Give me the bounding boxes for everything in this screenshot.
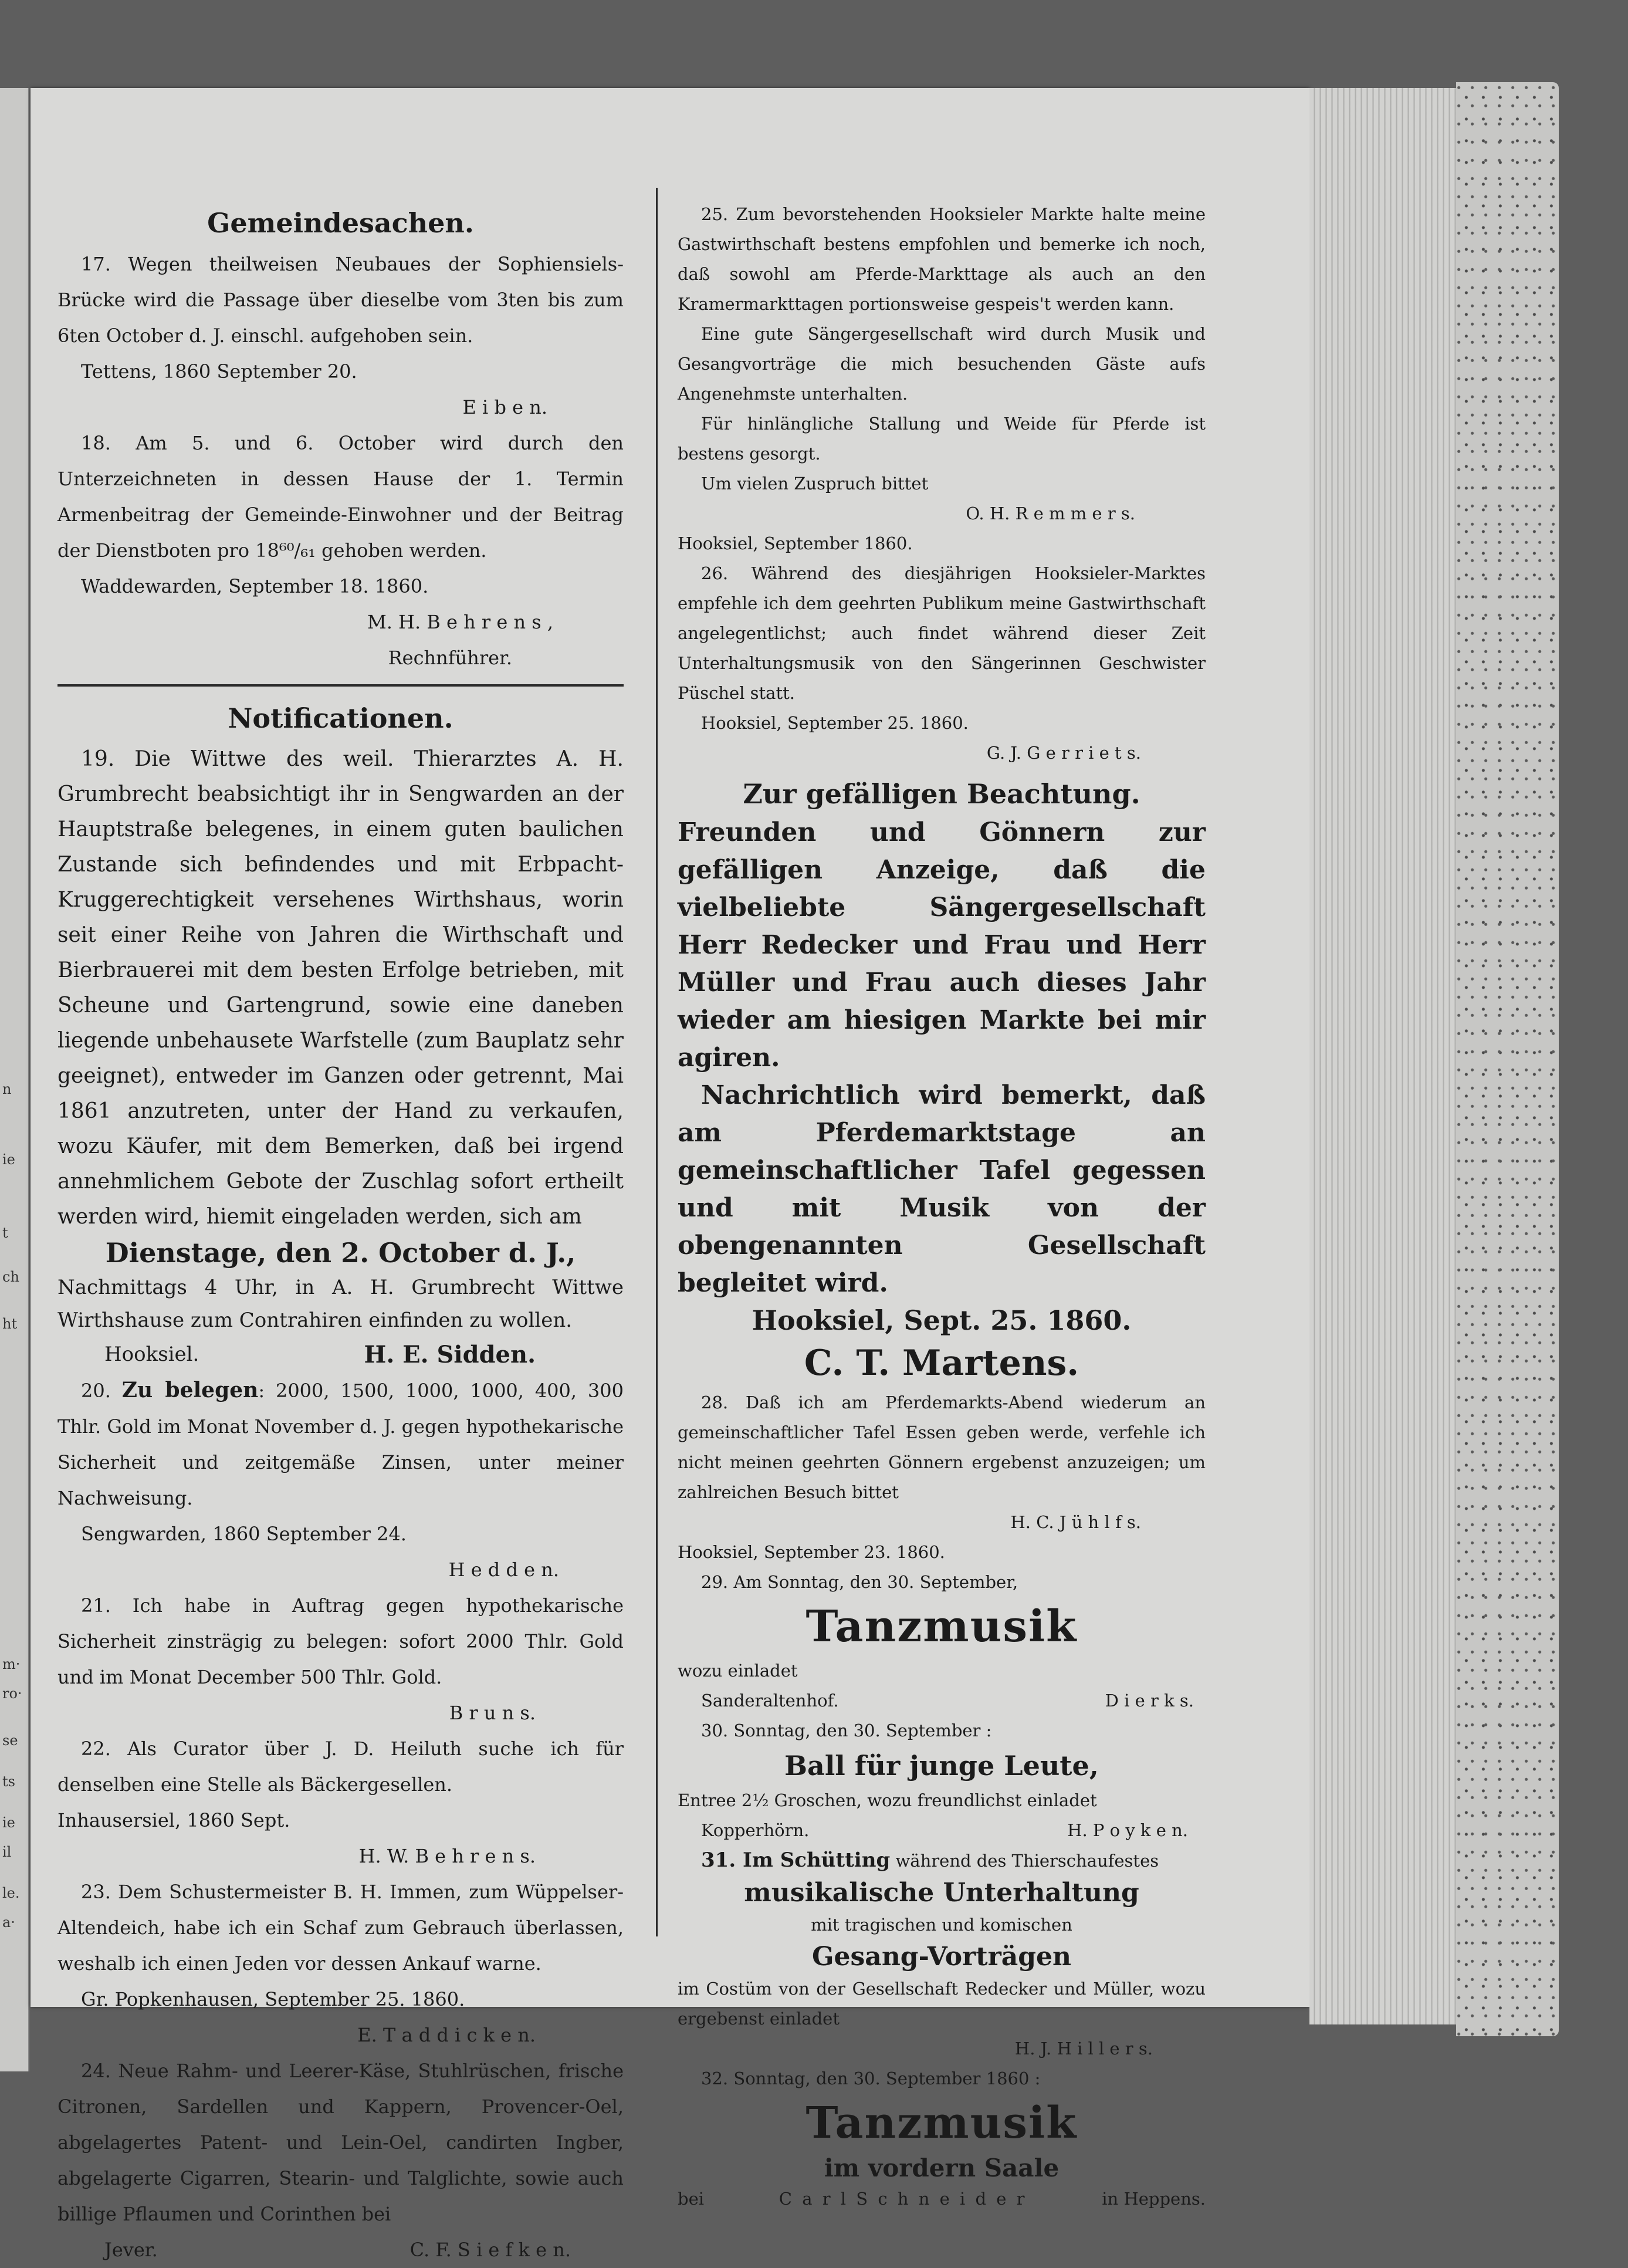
notice-23-signature: E. T a d d i c k e n. xyxy=(357,2024,536,2046)
margin-fragment: m· xyxy=(2,1656,21,1672)
notice-30-entry: Entree 2½ Groschen, wozu freundlichst einladet xyxy=(678,1790,1097,1810)
notice-25-d: Um vielen Zuspruch bittet xyxy=(701,474,929,494)
section-divider xyxy=(57,684,624,687)
notice-19-date: Dienstage, den 2. October d. J., xyxy=(105,1237,576,1269)
notice-32: 32. Sonntag, den 30. September 1860 : xyxy=(701,2068,1041,2088)
notice-25-signature: O. H. R e m m e r s. xyxy=(966,503,1135,523)
notice-29-footer xyxy=(678,1686,1206,1716)
notice-17-signature: E i b e n. xyxy=(462,396,547,418)
notice-18-signature: M. H. B e h r e n s , xyxy=(367,611,553,633)
notice-23: 23. Dem Schustermeister B. H. Immen, zum Wüppelser-Altendeich, habe ich ein Schaf zum Gebrauch überlassen, weshalb ich einen Jeden vor dessen Ankauf warne. xyxy=(57,1881,624,1975)
notice-32-signature: C a r l S c h n e i d e r xyxy=(779,2189,1027,2209)
notice-21-signature: B r u n s. xyxy=(449,1702,536,1724)
notice-25-b: Eine gute Sängergesellschaft wird durch Musik und Gesangvorträge die mich besuchenden Gäste aufs Angenehmste unterhalten. xyxy=(678,324,1206,404)
notice-20 xyxy=(57,1373,624,1516)
book-page-edges xyxy=(1309,88,1456,2024)
notice-27-signature: C. T. Martens. xyxy=(804,1343,1079,1384)
notice-19-footer xyxy=(57,1337,624,1373)
notice-31-sub: mit tragischen und komischen xyxy=(811,1915,1072,1935)
notice-22-place: Inhausersiel, 1860 Sept. xyxy=(57,1809,290,1831)
notice-20-lead: Zu belegen xyxy=(121,1378,259,1402)
margin-fragment: ro· xyxy=(2,1685,22,1702)
notice-29-tanzmusik: Tanzmusik xyxy=(805,1601,1078,1652)
margin-fragment: a· xyxy=(2,1914,15,1931)
notice-24-signature: C. F. S i e f k e n. xyxy=(409,2239,571,2261)
notice-28-place: Hooksiel, September 23. 1860. xyxy=(678,1542,945,1562)
notice-31-lead: 31. Im Schütting xyxy=(701,1848,891,1872)
notice-31-signature: H. J. H i l l e r s. xyxy=(1014,2039,1153,2059)
notice-20-number: 20. xyxy=(81,1380,111,1402)
notice-31-heading: musikalische Unterhaltung xyxy=(744,1878,1139,1908)
notice-25: 25. Zum bevorstehenden Hooksieler Markte halte meine Gastwirthschaft bestens empfohlen und bemerke ich noch, daß sowohl am Pferde-Markttage als auch an den Kramermarkttagen portionsweise gespeis't werden kann. xyxy=(678,204,1206,314)
previous-page-edge xyxy=(0,88,29,2071)
notice-30-place: Kopperhörn. xyxy=(701,1820,810,1840)
notice-22: 22. Als Curator über J. D. Heiluth suche ich für denselben eine Stelle als Bäckergesellen. xyxy=(57,1738,624,1796)
notice-19-signature: H. E. Sidden. xyxy=(364,1341,536,1368)
notice-29: 29. Am Sonntag, den 30. September, xyxy=(701,1572,1018,1592)
notice-19-time: Nachmittags 4 Uhr, in A. H. Grumbrecht Wittwe Wirthshause zum Contrahiren einfinden zu wollen. xyxy=(57,1276,624,1332)
notice-28-signature: H. C. J ü h l f s. xyxy=(1010,1512,1141,1532)
margin-fragment: ie xyxy=(2,1814,15,1831)
notice-28: 28. Daß ich am Pferdemarkts-Abend wiederum an gemeinschaftlicher Tafel Essen geben werde, verfehle ich nicht meinen geehrten Gönnern ergebenst anzuzeigen; um zahlreichen Besuch bittet xyxy=(678,1392,1206,1502)
margin-fragment: se xyxy=(2,1732,18,1749)
notice-30-signature: H. P o y k e n. xyxy=(1067,1820,1188,1840)
notice-29-signature: D i e r k s. xyxy=(1105,1691,1194,1711)
notice-32-place: in Heppens. xyxy=(1102,2189,1206,2209)
notice-20-signature: H e d d e n. xyxy=(448,1559,559,1581)
notice-32-tanzmusik: Tanzmusik xyxy=(805,2098,1078,2148)
section-heading-notificationen: Notificationen. xyxy=(228,702,453,734)
notice-29-place: Sanderaltenhof. xyxy=(701,1691,839,1711)
notice-27-body2: Nachrichtlich wird bemerkt, daß am Pferdemarktstage an gemeinschaftlicher Tafel gegessen und mit Musik von der obengenannten Gesellschaft begleitet wird. xyxy=(678,1080,1206,1298)
notice-27-body: Freunden und Gönnern zur gefälligen Anzeige, daß die vielbeliebte Sängergesellschaft Herr Redecker und Frau und Herr Müller und Frau auch dieses Jahr wieder am hiesigen Markte bei mir agiren. xyxy=(678,817,1206,1073)
notice-26: 26. Während des diesjährigen Hooksieler-Marktes empfehle ich dem geehrten Publikum meine Gastwirthschaft angelegentlichst; auch findet während dieser Zeit Unterhaltungsmusik von den Sängerinnen Geschwister Püschel statt. xyxy=(678,563,1206,703)
notice-31 xyxy=(678,1846,1206,1876)
right-column xyxy=(678,200,1206,2214)
notice-24-footer xyxy=(57,2232,624,2268)
notice-32-sub: im vordern Saale xyxy=(824,2154,1060,2182)
notice-25-place: Hooksiel, September 1860. xyxy=(678,533,913,553)
notice-31-body: im Costüm von der Gesellschaft Redecker und Müller, wozu ergebenst einladet xyxy=(678,1979,1206,2029)
notice-17: 17. Wegen theilweisen Neubaues der Sophiensiels-Brücke wird die Passage über dieselbe vom 3ten bis zum 6ten October d. J. einschl. aufgehoben sein. xyxy=(57,253,624,347)
margin-fragment: t xyxy=(2,1225,8,1241)
notice-26-place: Hooksiel, September 25. 1860. xyxy=(701,713,969,733)
notice-18-role: Rechnführer. xyxy=(388,647,512,669)
margin-fragment: il xyxy=(2,1844,12,1860)
notice-18-place: Waddewarden, September 18. 1860. xyxy=(81,575,429,597)
notice-30-ball: Ball für junge Leute, xyxy=(784,1750,1099,1782)
margin-fragment: ts xyxy=(2,1773,15,1790)
section-heading-gemeindesachen: Gemeindesachen. xyxy=(207,207,474,239)
notice-30-footer xyxy=(678,1816,1206,1846)
notice-21: 21. Ich habe in Auftrag gegen hypothekarische Sicherheit zinsträgig zu belegen: sofort 2000 Thlr. Gold und im Monat December 500 Thlr. Gold. xyxy=(57,1594,624,1688)
notice-27-place: Hooksiel, Sept. 25. 1860. xyxy=(752,1304,1132,1336)
notice-31-rest: während des Thierschaufestes xyxy=(895,1851,1159,1871)
notice-17-place: Tettens, 1860 September 20. xyxy=(81,360,357,383)
margin-fragment: ie xyxy=(2,1151,15,1168)
notice-30: 30. Sonntag, den 30. September : xyxy=(701,1721,992,1740)
book-cover-edge xyxy=(1456,82,1559,2036)
notice-27-title: Zur gefälligen Beachtung. xyxy=(743,778,1140,810)
notice-18: 18. Am 5. und 6. October wird durch den Unterzeichneten in dessen Hause der 1. Termin Armenbeitrag der Gemeinde-Einwohner und der Beitrag der Dienstboten pro 18⁶⁰/₆₁ gehoben werden. xyxy=(57,432,624,562)
notice-26-signature: G. J. G e r r i e t s. xyxy=(986,743,1141,763)
margin-fragment: ch xyxy=(2,1269,19,1285)
notice-20-place: Sengwarden, 1860 September 24. xyxy=(81,1523,407,1545)
margin-fragment: ht xyxy=(2,1316,18,1332)
left-column xyxy=(57,200,624,2268)
column-divider xyxy=(656,188,658,1936)
notice-32-bei: bei xyxy=(678,2189,705,2209)
notice-29-invite: wozu einladet xyxy=(678,1661,798,1681)
notice-19: 19. Die Wittwe des weil. Thierarztes A. H. Grumbrecht beabsichtigt ihr in Sengwarden an der Hauptstraße belegenes, in einem guten baulichen Zustande sich befindendes und mit Erbpacht-Kruggerechtigkeit versehenes Wirthshaus, worin seit einer Reihe von Jahren die Wirthschaft und Bierbrauerei mit dem besten Erfolge betrieben, mit Scheune und Gartengrund, sowie eine daneben liegende unbehausete Warfstelle (zum Bauplatz sehr geeignet), entweder im Ganzen oder getrennt, Mai 1861 anzutreten, unter der Hand zu verkaufen, wozu Käufer, mit dem Bemerken, daß bei irgend annehmlichem Gebote der Zuschlag sofort ertheilt werden wird, hiemit eingeladen werden, sich am xyxy=(57,747,624,1229)
notice-23-place: Gr. Popkenhausen, September 25. 1860. xyxy=(81,1988,465,2010)
notice-19-place: Hooksiel. xyxy=(104,1343,199,1366)
notice-31-heading2: Gesang-Vorträgen xyxy=(811,1942,1072,1972)
notice-32-footer xyxy=(678,2184,1206,2214)
notice-24-place: Jever. xyxy=(104,2239,158,2261)
margin-fragment: le. xyxy=(2,1885,20,1901)
margin-fragment: n xyxy=(2,1081,12,1097)
notice-24: 24. Neue Rahm- und Leerer-Käse, Stuhlrüschen, frische Citronen, Sardellen und Kappern, Provencer-Oel, abgelagertes Patent- und Lein-Oel, candirten Ingber, abgelagerte Cigarren, Stearin- und Talglichte, sowie auch billige Pflaumen und Corinthen bei xyxy=(57,2060,624,2225)
notice-22-signature: H. W. B e h r e n s. xyxy=(358,1845,536,1867)
notice-20-text: : 2000, 1500, 1000, 1000, 400, 300 Thlr. Gold im Monat November d. J. gegen hypothekarische Sicherheit und zeitgemäße Zinsen, unter meiner Nachweisung. xyxy=(57,1380,624,1509)
notice-25-c: Für hinlängliche Stallung und Weide für Pferde ist bestens gesorgt. xyxy=(678,414,1206,464)
